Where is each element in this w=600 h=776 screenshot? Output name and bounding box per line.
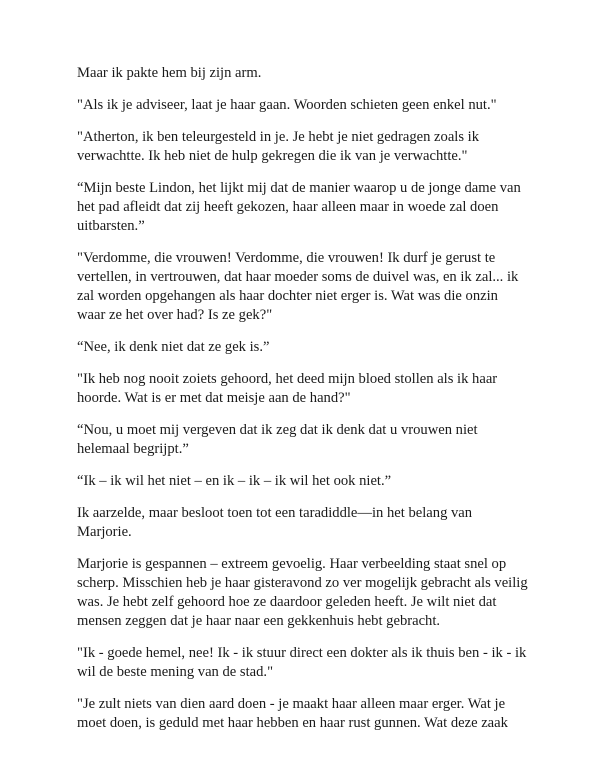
document-page xyxy=(77,64,529,746)
paragraph-3: "Atherton, ik ben teleurgesteld in je. Je hebt je niet gedragen zoals ik verwachtte. Ik heb niet de hulp gekregen die ik van je verwachtte." xyxy=(77,129,480,164)
paragraph-12: "Ik - goede hemel, nee! Ik - ik stuur direct een dokter als ik thuis ben - ik - ik wil de beste mening van de stad." xyxy=(77,645,527,680)
paragraph-11: Marjorie is gespannen – extreem gevoelig. Haar verbeelding staat snel op scherp. Misschien heb je haar gisteravond zo ver mogelijk gebracht als veilig was. Je hebt zelf gehoord hoe ze daardoor geleden heeft. Je wilt niet dat mensen zeggen dat je haar naar een gekkenhuis hebt gebracht. xyxy=(77,556,528,629)
paragraph-10: Ik aarzelde, maar besloot toen tot een taradiddle—in het belang van Marjorie. xyxy=(77,505,473,540)
paragraph-5: "Verdomme, die vrouwen! Verdomme, die vrouwen! Ik durf je gerust te vertellen, in vertrouwen, dat haar moeder soms de duivel was, en ik zal... ik zal worden opgehangen als haar dochter niet erger is. Wat was die onzin waar ze het over had? Is ze gek?" xyxy=(77,250,519,323)
paragraph-6: “Nee, ik denk niet dat ze gek is.” xyxy=(77,339,270,355)
paragraph-8: “Nou, u moet mij vergeven dat ik zeg dat ik denk dat u vrouwen niet helemaal begrijpt.” xyxy=(77,422,478,457)
paragraph-1: Maar ik pakte hem bij zijn arm. xyxy=(77,65,262,81)
paragraph-9: “Ik – ik wil het niet – en ik – ik – ik wil het ook niet.” xyxy=(77,473,392,489)
paragraph-7: "Ik heb nog nooit zoiets gehoord, het deed mijn bloed stollen als ik haar hoorde. Wat is er met dat meisje aan de hand?" xyxy=(77,371,498,406)
paragraph-4: “Mijn beste Lindon, het lijkt mij dat de manier waarop u de jonge dame van het pad afleidt dat zij heeft gekozen, haar alleen maar in woede zal doen uitbarsten.” xyxy=(77,180,521,234)
paragraph-13: "Je zult niets van dien aard doen - je maakt haar alleen maar erger. Wat je moet doen, is geduld met haar hebben en haar rust gunnen. Wat deze zaak xyxy=(77,696,508,731)
paragraph-2: "Als ik je adviseer, laat je haar gaan. Woorden schieten geen enkel nut." xyxy=(77,97,497,113)
